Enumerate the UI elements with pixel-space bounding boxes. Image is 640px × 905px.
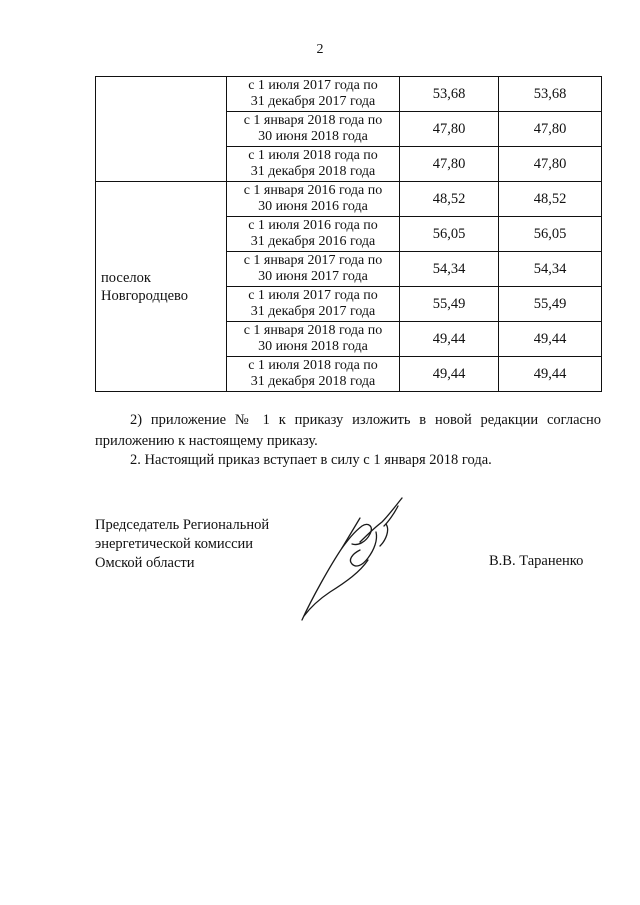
location-cell-empty: [96, 77, 227, 182]
value-cell: 55,49: [400, 287, 499, 322]
signer-title-line: Председатель Региональной: [95, 517, 270, 533]
handwritten-signature: [290, 488, 420, 628]
period-cell: с 1 января 2017 года по 30 июня 2017 года: [227, 252, 400, 287]
table-row: [96, 77, 602, 112]
value-cell: 56,05: [499, 217, 602, 252]
value-cell: 47,80: [400, 147, 499, 182]
signer-title: [95, 516, 315, 573]
value-cell: 47,80: [499, 112, 602, 147]
value-cell: 49,44: [499, 322, 602, 357]
period-cell: с 1 июля 2018 года по 31 декабря 2018 года: [227, 357, 400, 392]
value-cell: 55,49: [499, 287, 602, 322]
period-cell: с 1 января 2018 года по 30 июня 2018 года: [227, 112, 400, 147]
value-cell: 47,80: [400, 112, 499, 147]
signer-title-line: Омской области: [95, 555, 195, 571]
period-cell: с 1 января 2016 года по 30 июня 2016 года: [227, 182, 400, 217]
period-cell: с 1 июля 2017 года по 31 декабря 2017 года: [227, 77, 400, 112]
value-cell: 53,68: [400, 77, 499, 112]
value-cell: 48,52: [499, 182, 602, 217]
page-number: 2: [316, 42, 324, 57]
value-cell: 54,34: [400, 252, 499, 287]
paragraph-effective-date: 2. Настоящий приказ вступает в силу с 1 января 2018 года.: [130, 452, 492, 468]
value-cell: 49,44: [400, 322, 499, 357]
period-cell: с 1 июля 2017 года по 31 декабря 2017 года: [227, 287, 400, 322]
signer-name: В.В. Тараненко: [489, 553, 584, 569]
period-cell: с 1 июля 2018 года по 31 декабря 2018 года: [227, 147, 400, 182]
value-cell: 48,52: [400, 182, 499, 217]
location-cell: поселок Новгородцево: [96, 182, 227, 392]
tariff-table: [95, 76, 602, 392]
value-cell: 54,34: [499, 252, 602, 287]
value-cell: 49,44: [400, 357, 499, 392]
value-cell: 53,68: [499, 77, 602, 112]
table-row: [96, 182, 602, 217]
signer-title-line: энергетической комиссии: [95, 536, 254, 552]
period-cell: с 1 июля 2016 года по 31 декабря 2016 года: [227, 217, 400, 252]
value-cell: 47,80: [499, 147, 602, 182]
value-cell: 49,44: [499, 357, 602, 392]
value-cell: 56,05: [400, 217, 499, 252]
paragraph-amendment: 2) приложение № 1 к приказу изложить в новой редакции согласно приложению к настоящему приказу.: [95, 412, 601, 449]
period-cell: с 1 января 2018 года по 30 июня 2018 года: [227, 322, 400, 357]
